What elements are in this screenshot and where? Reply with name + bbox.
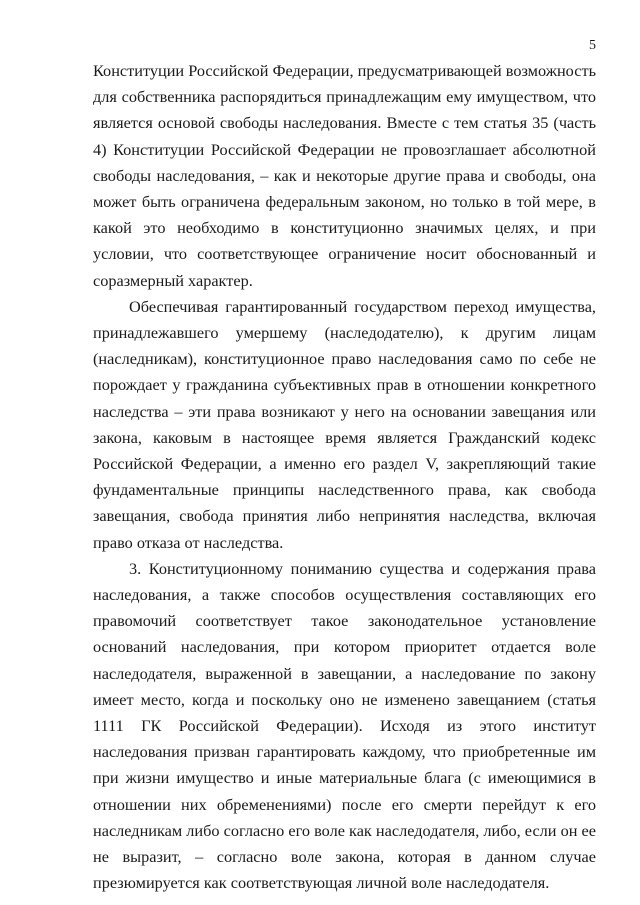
paragraph-section-3: 3. Конституционному пониманию существа и содержания права наследования, а также способов осуществления составляющих его правомочий соответствует такое законодательное установление оснований наследования, при котором приоритет отдается воле наследодателя, выраженной в завещании, а наследование по закону имеет место, когда и поскольку оно не изменено завещанием (статья 1111 ГК Российской Федерации). Исходя из этого институт наследования призван гарантировать каждому, что приобретенные им при жизни имущество и иные материальные блага (с имеющимися в отношении них обременениями) после его смерти перейдут к его наследникам либо согласно его воле как наследодателя, либо, если он ее не выразит, – согласно воле закона, которая в данном случае презюмируется как соответствующая личной воле наследодателя. [93,558,596,893]
paragraph-continuation: Конституции Российской Федерации, предусматривающей возможность для собственника распорядиться принадлежащим ему имуществом, что является основой свободы наследования. Вместе с тем статья 35 (часть 4) Конституции Российской Федерации не провозглашает абсолютной свободы наследования, – как и некоторые другие права и свободы, она может быть ограничена федеральным законом, но только в той мере, в какой это необходимо в конституционно значимых целях, и при условии, что соответствующее ограничение носит обоснованный и соразмерный характер. [93,61,596,290]
page-number: 5 [589,38,596,53]
paragraph-inheritance-transfer: Обеспечивая гарантированный государством переход имущества, принадлежавшего умершему (наследодателю), к другим лицам (наследникам), конституционное право наследования само по себе не порождает у гражданина субъективных прав в отношении конкретного наследства – эти права возникают у него на основании завещания или закона, каковым в настоящее время является Гражданский кодекс Российской Федерации, а именно его раздел V, закрепляющий такие фундаментальные принципы наследственного права, как свобода завещания, свобода принятия либо непринятия наследства, включая право отказа от наследства. [93,296,596,552]
document-body [93,58,596,897]
